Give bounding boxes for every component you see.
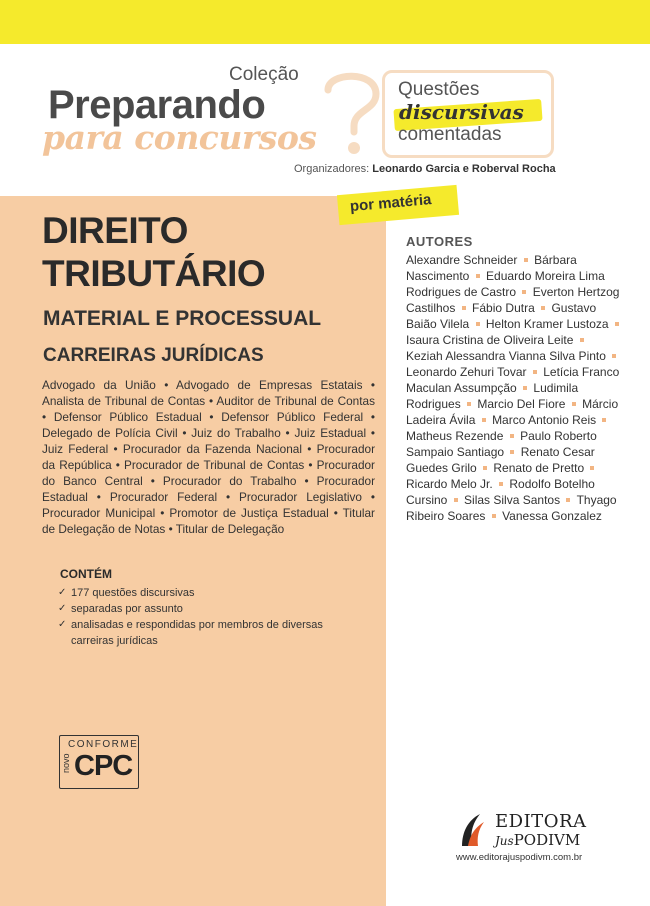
author-name: Bárbara Nascimento xyxy=(406,253,577,283)
book-title-line1: DIREITO xyxy=(42,210,188,251)
author-separator xyxy=(615,322,619,326)
author-name: Marcio Del Fiore xyxy=(477,397,566,411)
authors-title: AUTORES xyxy=(406,234,473,249)
authors-list xyxy=(406,252,626,524)
author-name: Ludimila Rodrigues xyxy=(406,381,579,411)
author-name: Marco Antonio Reis xyxy=(492,413,597,427)
author-separator xyxy=(482,418,486,422)
book-title-line2: TRIBUTÁRIO xyxy=(42,253,266,294)
author-separator xyxy=(602,418,606,422)
comentadas-label: comentadas xyxy=(398,124,502,145)
author-separator xyxy=(612,354,616,358)
cpc-seal-main: CPC xyxy=(74,750,133,782)
author-name: Thyago Ribeiro Soares xyxy=(406,493,617,523)
author-separator xyxy=(476,322,480,326)
contem-item: ✓ 177 questões discursivas xyxy=(58,585,358,601)
author-separator xyxy=(483,466,487,470)
questoes-label: Questões xyxy=(398,79,480,100)
author-name: Isaura Cristina de Oliveira Leite xyxy=(406,333,574,347)
contem-list xyxy=(58,585,358,649)
por-materia-badge xyxy=(337,185,459,225)
author-name: Fábio Dutra xyxy=(472,301,535,315)
question-mark-icon xyxy=(318,64,386,160)
author-separator xyxy=(572,402,576,406)
publisher-jus: Jus xyxy=(495,834,514,848)
organizers-label: Organizadores: xyxy=(294,163,370,175)
author-separator xyxy=(522,290,526,294)
author-separator xyxy=(467,402,471,406)
author-separator xyxy=(566,498,570,502)
contem-item: ✓ separadas por assunto xyxy=(58,601,358,617)
author-name: Alexandre Schneider xyxy=(406,253,518,267)
author-name: Gustavo Baião Vilela xyxy=(406,301,597,331)
publisher-logo-icon xyxy=(458,812,488,848)
author-name: Ricardo Melo Jr. xyxy=(406,477,493,491)
publisher-subname xyxy=(495,831,580,849)
author-separator xyxy=(499,482,503,486)
author-separator xyxy=(580,338,584,342)
author-separator xyxy=(462,306,466,310)
publisher-name: EDITORA xyxy=(495,811,587,832)
organizers xyxy=(294,163,556,175)
cpc-seal-top: CONFORME xyxy=(68,739,139,750)
author-separator xyxy=(590,466,594,470)
publisher-website: www.editorajuspodivm.com.br xyxy=(456,852,583,863)
author-name: Vanessa Gonzalez xyxy=(502,509,602,523)
author-name: Helton Kramer Lustoza xyxy=(485,317,609,331)
author-separator xyxy=(476,274,480,278)
carreiras-title: CARREIRAS JURÍDICAS xyxy=(43,345,264,366)
cpc-seal xyxy=(59,735,139,789)
top-yellow-band xyxy=(0,0,650,44)
author-name: Renato de Pretto xyxy=(493,461,585,475)
author-name: Keziah Alessandra Vianna Silva Pinto xyxy=(406,349,606,363)
contem-item: ✓ analisadas e respondidas por membros de diversas carreiras jurídicas xyxy=(58,617,358,649)
author-name: Matheus Rezende xyxy=(406,429,504,443)
author-separator xyxy=(533,370,537,374)
author-name: Silas Silva Santos xyxy=(464,493,561,507)
author-separator xyxy=(524,258,528,262)
author-name: Renato Cesar Guedes Grilo xyxy=(406,445,595,475)
author-name: Márcio Ladeira Ávila xyxy=(406,397,619,427)
author-name: Letícia Franco Maculan Assumpção xyxy=(406,365,620,395)
carreiras-list: Advogado da União • Advogado de Empresas Estatais • Analista de Tribunal de Contas • Auditor de Tribunal de Contas • Defensor Público Estadual • Defensor Público Federal • Delegado de Polícia Civil • Juiz do Trabalho • Juiz Estadual • Juiz Federal • Procurador da Fazenda Nacional • Procurador da República • Procurador de Tribunal de Contas • Procurador do Banco Central • Procurador do Trabalho • Procurador Estadual • Procurador Federal • Procurador Legislativo • Procurador Municipal • Promotor de Justiça Estadual • Titular de Delegação de Notas • Titular de Delegação xyxy=(42,378,375,536)
contem-title: CONTÉM xyxy=(60,567,112,581)
author-separator xyxy=(541,306,545,310)
author-separator xyxy=(492,514,496,518)
book-subtitle: MATERIAL E PROCESSUAL xyxy=(43,307,322,330)
author-separator xyxy=(454,498,458,502)
publisher-podivm: PODIVM xyxy=(513,831,581,849)
discursivas-label: discursivas xyxy=(399,100,524,124)
collection-name: Preparando xyxy=(48,83,266,127)
author-separator xyxy=(510,434,514,438)
collection-label: Coleção xyxy=(229,64,299,85)
author-name: Everton Hertzog Castilhos xyxy=(406,285,620,315)
author-name: Leonardo Zehuri Tovar xyxy=(406,365,527,379)
author-name: Rodolfo Botelho Cursino xyxy=(406,477,595,507)
collection-tagline: para concursos xyxy=(42,118,317,157)
por-materia-label: por matéria xyxy=(349,191,433,216)
author-separator xyxy=(523,386,527,390)
author-name: Paulo Roberto Sampaio Santiago xyxy=(406,429,597,459)
cpc-seal-side: novo xyxy=(61,753,71,773)
organizers-names: Leonardo Garcia e Roberval Rocha xyxy=(372,163,556,175)
author-name: Eduardo Moreira Lima Rodrigues de Castro xyxy=(406,269,605,299)
left-peach-panel xyxy=(0,196,386,906)
author-separator xyxy=(510,450,514,454)
